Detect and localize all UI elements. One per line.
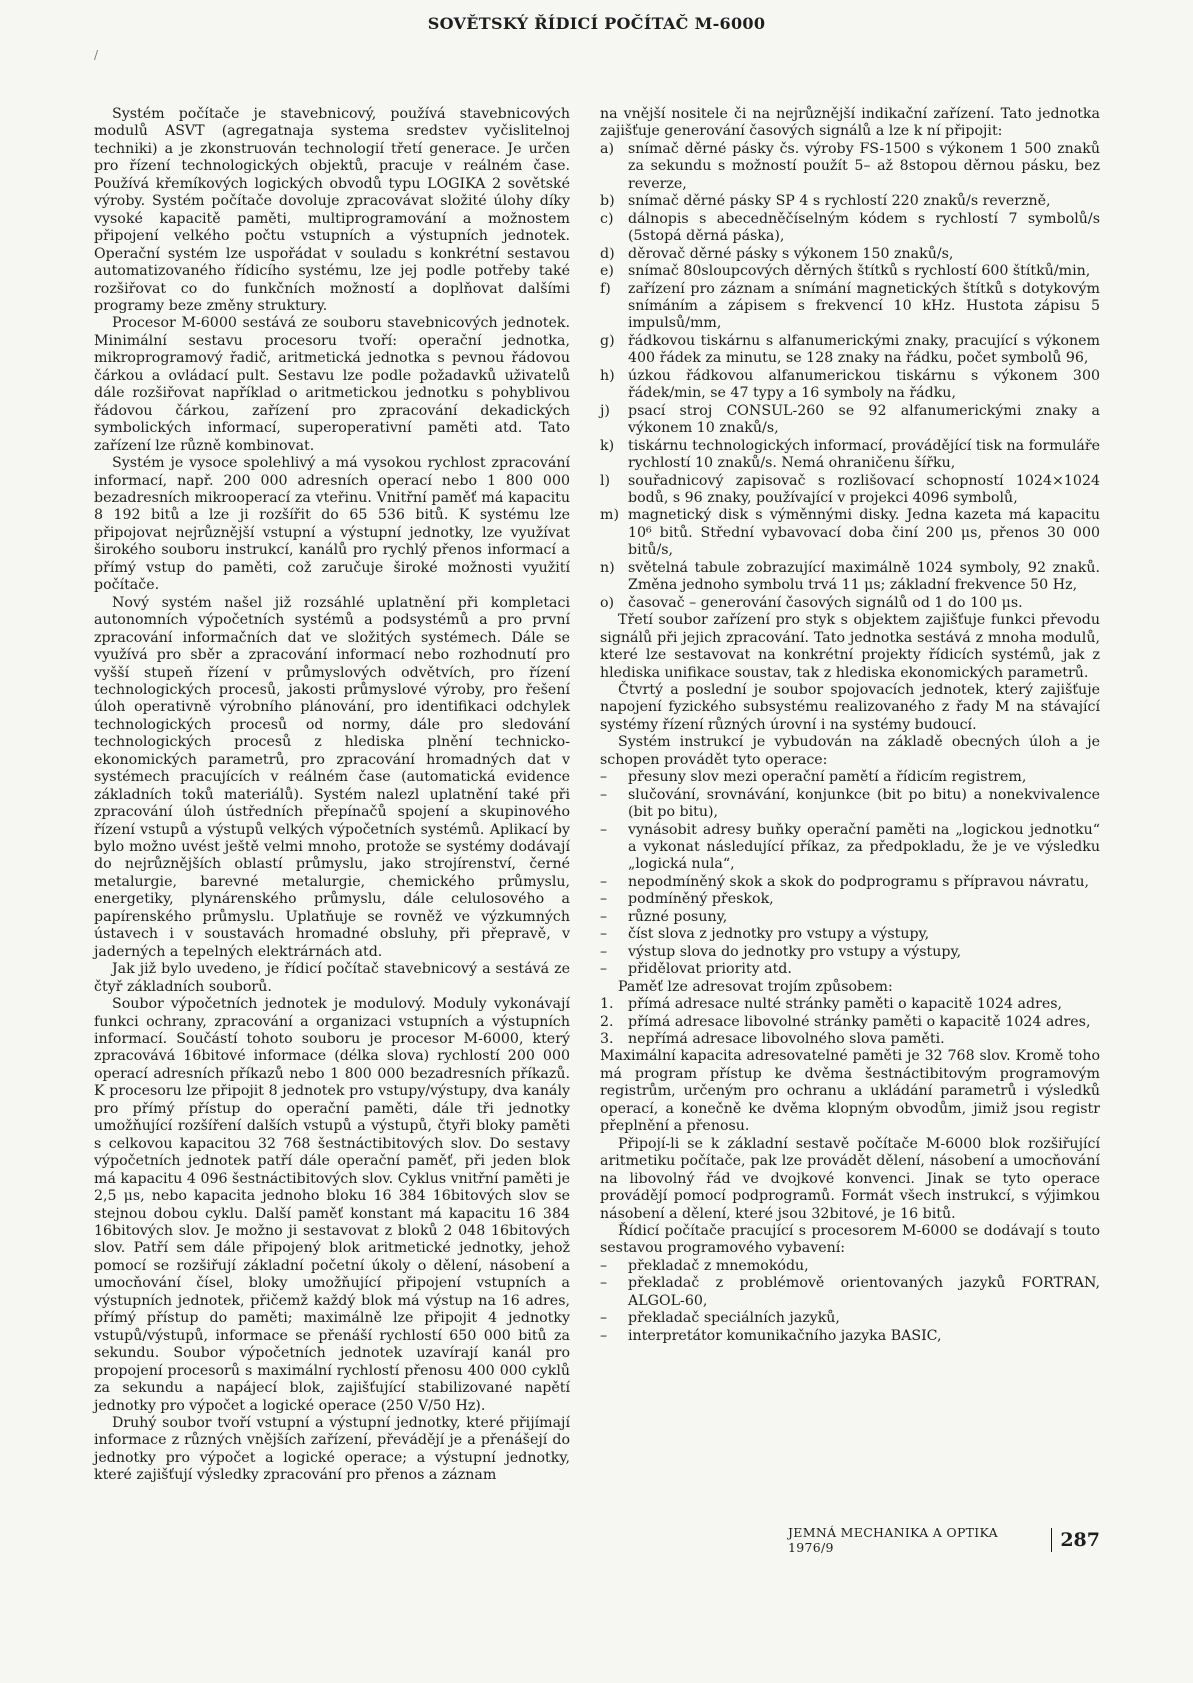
list-item: f) zařízení pro záznam a snímání magnetických štítků s dotykovým snímáním a zápisem s frekvencí 10 kHz. Hustota zápisu 5 impulsů/mm,: [600, 280, 1100, 332]
paragraph: Maximální kapacita adresovatelné paměti je 32 768 slov. Kromě toho má program přístup ke dvěma šestnáctibitovým programovým registrům, určeným pro ochranu a ukládání parametrů i výsledků operací, a konečně ke dvěma klopným obvodům, jimiž jsou registr přeplnění a přenosu.: [600, 1048, 1100, 1135]
list-item: – výstup slova do jednotky pro vstupy a výstupy,: [600, 943, 962, 960]
paragraph: Druhý soubor tvoří vstupní a výstupní jednotky, které přijímají informace z různých vnějších zařízení, převádějí je a přenášejí do jednotky pro výpočet a logické operace; a výstupní jednotky, které zajišťují výsledky zpracování pro přenos a záznam: [94, 1414, 570, 1484]
paragraph: Systém počítače je stavebnicový, používá stavebnicových modulů ASVT (agregatnaja systema sredstev vyčislitelnoj techniki) a je zkonstruován technologií třetí generace. Je určen pro řízení technologických objektů, pracuje v reálném čase. Používá křemíkových logických obvodů typu LOGIKA 2 sovětské výroby. Systém počítače dovoluje zpracovávat složité úlohy díky vysoké kapacitě paměti, multiprogramování a možnostem připojení velkého počtu vstupních a výstupních jednotek. Operační systém lze uspořádat v souladu s konkrétní sestavou automatizovaného řídicího systému, lze jej podle potřeby také rozšiřovat co do funkčních možností a doplňovat dalšími programy beze změny struktury.: [94, 106, 570, 314]
list-item: – přesuny slov mezi operační pamětí a řídicím registrem,: [600, 769, 1027, 786]
paragraph: Nový systém našel již rozsáhlé uplatnění při kompletaci autonomních výpočetních systémů a podsystémů a pro první zpracování informačních dat ve složitých systémech. Dále se využívá pro sběr a zpracování informací nebo rozhodnutí pro vyšší stupeň řízení v průmyslových odvětvích, pro řízení technologických procesů, jakosti průmyslové výroby, pro řešení úloh operativně výrobního plánování, pro identifikaci odchylek technologických procesů od normy, dále pro sledování technologických procesů z hlediska plnění technicko-ekonomických parametrů, pro zpracování hromadných dat v systémech pracujících v reálném čase (automatická evidence základních toků materiálů). Systém nalezl uplatnění také při zpracování úloh ústředních přepínačů spojení a skupinového řízení vstupů a výstupů velkých výpočetních systémů. Aplikací by bylo možno uvést ještě velmi mnoho, protože se systémy dodávají do nejrůznějších oblastí průmyslu, jako strojírenství, černé metalurgie, barevné metalurgie, chemického průmyslu, energetiky, plynárenského průmyslu, dále celulosového a papírenského průmyslu. Uplatňuje se rovněž ve výzkumných ústavech i v soustavách hromadné obsluhy, při přepravě, v jaderných a tepelných elektrárnách atd.: [94, 594, 570, 960]
paragraph: na vnější nositele či na nejrůznější indikační zařízení. Tato jednotka zajišťuje generování časových signálů a lze k ní připojit:: [600, 106, 1100, 140]
list-item: o) časovač – generování časových signálů od 1 do 100 μs.: [600, 594, 1023, 611]
footer-divider: [1051, 1528, 1052, 1552]
software-list: [600, 1258, 1100, 1345]
list-item: 1. přímá adresace nulté stránky paměti o kapacitě 1024 adres,: [600, 996, 1063, 1013]
list-item: a) snímač děrné pásky čs. výroby FS-1500 s výkonem 1 500 znaků za sekundu s možností použít 5– až 8stopou děrnou pásku, bez reverze,: [600, 140, 1100, 192]
paragraph: Čtvrtý a poslední je soubor spojovacích jednotek, který zajišťuje napojení fyzického subsystému realizovaného z řady M na stávající systémy řízení různých úrovní i na systémy budoucí.: [600, 681, 1100, 733]
list-item: – interpretátor komunikačního jazyka BASIC,: [600, 1327, 942, 1344]
paragraph: Paměť lze adresovat trojím způsobem:: [618, 978, 893, 995]
journal-name: JEMNÁ MECHANIKA A OPTIKA 1976/9: [788, 1525, 998, 1555]
paragraph: Třetí soubor zařízení pro styk s objektem zajišťuje funkci převodu signálů při jejich zpracování. Tato jednotka sestává z mnoha modulů, které lze sestavovat na konkrétní projekty řídicích systémů, jak z hlediska unifikace soustav, tak z hlediska ekonomických parametrů.: [600, 612, 1100, 681]
list-item: – překladač z problémově orientovaných jazyků FORTRAN, ALGOL-60,: [600, 1275, 1100, 1309]
paragraph: Soubor výpočetních jednotek je modulový. Moduly vykonávají funkci ochrany, zpracování a organizaci vstupních a výstupních informací. Součástí tohoto souboru je procesor M-6000, který zpracovává 16bitové informace (délka slova) rychlostí 200 000 operací adresních příkazů nebo 1 800 000 bezadresních příkazů. K procesoru lze připojit 8 jednotek pro vstupy/výstupy, dva kanály pro přímý přístup do operační paměti, dále tři jednotky umožňující rozšíření dalších vstupů a výstupů, čtyři bloky paměti s celkovou kapacitou 32 768 šestnáctibitových slov. Do sestavy výpočetních jednotek patří dále operační paměť, při jeden blok má kapacitu 4 096 šestnáctibitových slov. Cyklus vnitřní paměti je 2,5 μs, nebo kapacita jednoho bloku 16 384 16bitových slov se stejnou dobou cyklu. Další paměť konstant má kapacitu 16 384 16bitových slov. Je možno ji sestavovat z bloků 2 048 16bitových slov. Patří sem dále připojený blok aritmetické jednotky, jehož pomocí se rozšiřují základní početní úkoly o dělení, násobení a umocňování čísel, bloky umožňující připojení vstupních a výstupních jednotek, přičemž každý blok má výstup na 16 adres, přímý přístup do paměti; maximálně lze připojit 4 jednotky vstupů/výstupů, informace se přenáší rychlostí 650 000 bitů za sekundu. Soubor výpočetních jednotek uzavírají kanál pro propojení procesorů s maximální rychlostí přenosu 400 000 cyklů za sekundu a napájecí blok, zajišťující stabilizované napětí jednotky pro výpočet a logické operace (250 V/50 Hz).: [94, 996, 570, 1414]
list-item: 2. přímá adresace libovolné stránky paměti o kapacitě 1024 adres,: [600, 1013, 1091, 1030]
list-item: m) magnetický disk s výměnnými disky. Jedna kazeta má kapacitu 10⁶ bitů. Střední vybavovací doba činí 200 μs, přenos 30 000 bitů/s,: [600, 507, 1100, 559]
list-item: k) tiskárnu technologických informací, provádějící tisk na formuláře rychlostí 10 znaků/s. Nemá ohraničenu šířku,: [600, 437, 1100, 472]
page-footer: [788, 1525, 1100, 1555]
paragraph: Systém instrukcí je vybudován na základě obecných úloh a je schopen provádět tyto operace:: [600, 734, 1100, 768]
left-column: [94, 106, 570, 1485]
list-item: – podmíněný přeskok,: [600, 891, 774, 908]
list-item: – slučování, srovnávání, konjunkce (bit po bitu) a nonekvivalence (bit po bitu),: [600, 786, 1100, 821]
list-item: g) řádkovou tiskárnu s alfanumerickými znaky, pracující s výkonem 400 řádek za minutu, se 128 znaky na řádku, počet symbolů 96,: [600, 332, 1100, 367]
paragraph: Systém je vysoce spolehlivý a má vysokou rychlost zpracování informací, např. 200 000 adresních operací nebo 1 800 000 bezadresních mikrooperací za vteřinu. Vnitřní paměť má kapacitu 8 192 bitů a lze ji rozšířit do 65 536 bitů. K systému lze připojovat nejrůznější vstupní a výstupní jednotky, lze využívat širokého souboru instrukcí, kanálů pro rychlý přenos informací a přímý vstup do paměti, což zaručuje široké možnosti využití počítače.: [94, 455, 570, 594]
list-item: b) snímač děrné pásky SP 4 s rychlostí 220 znaků/s reverzně,: [600, 193, 1051, 210]
paragraph: Řídicí počítače pracující s procesorem M-6000 se dodávají s touto sestavou programového vybavení:: [600, 1223, 1100, 1257]
list-item: e) snímač 80sloupcových děrných štítků s rychlostí 600 štítků/min,: [600, 263, 1091, 280]
list-item: d) děrovač děrné pásky s výkonem 150 znaků/s,: [600, 245, 954, 262]
page-title: SOVĚTSKÝ ŘÍDICÍ POČÍTAČ M-6000: [427, 14, 766, 33]
list-item: h) úzkou řádkovou alfanumerickou tiskárnu s výkonem 300 řádek/min, se 47 typy a 16 symboly na řádku,: [600, 367, 1100, 402]
list-item: – přidělovat priority atd.: [600, 961, 792, 978]
right-column: [600, 106, 1100, 1345]
list-item: l) souřadnicový zapisovač s rozlišovací schopností 1024×1024 bodů, s 96 znaky, používající v projekci 4096 symbolů,: [600, 472, 1100, 506]
list-item: – překladač z mnemokódu,: [600, 1257, 809, 1274]
list-item: n) světelná tabule zobrazující maximálně 1024 symboly, 92 znaků. Změna jednoho symbolu trvá 11 μs; základní frekvence 50 Hz,: [600, 559, 1100, 594]
device-list: [600, 141, 1100, 612]
list-item: – číst slova z jednotky pro vstupy a výstupy,: [600, 926, 930, 943]
list-item: j) psací stroj CONSUL-260 se 92 alfanumerickými znaky a výkonem 10 znaků/s,: [600, 402, 1100, 437]
list-item: – překladač speciálních jazyků,: [600, 1310, 840, 1327]
list-item: – různé posuny,: [600, 908, 728, 925]
list-item: 3. nepřímá adresace libovolného slova paměti.: [600, 1031, 945, 1048]
list-item: – vynásobit adresy buňky operační paměti na „logickou jednotku“ a vykonat následující příkaz, za předpokladu, že je ve výsledku „logická nula“,: [600, 821, 1100, 873]
paragraph: Procesor M-6000 sestává ze souboru stavebnicových jednotek. Minimální sestavu procesoru tvoří: operační jednotka, mikroprogramový řadič, aritmetická jednotka s pevnou řádovou čárkou a ovládací pult. Sestavu lze podle požadavků uživatelů dále rozšiřovat například o aritmetickou jednotku s pohyblivou řádovou čárkou, zařízení pro zpracování dekadických symbolických informací, superoperativní paměti atd. Tato zařízení lze různě kombinovat.: [94, 315, 570, 454]
paragraph: Jak již bylo uvedeno, je řídicí počítač stavebnicový a sestává ze čtyř základních souborů.: [94, 961, 570, 995]
list-item: – nepodmíněný skok a skok do podprogramu s přípravou návratu,: [600, 873, 1090, 890]
page-number: 287: [1060, 1529, 1100, 1551]
operations-list: [600, 769, 1100, 978]
list-item: c) dálnopis s abecedněčíselným kódem s rychlostí 7 symbolů/s (5stopá děrná páska),: [600, 210, 1100, 245]
margin-mark: /: [94, 48, 99, 62]
paragraph: Připojí-li se k základní sestavě počítače M-6000 blok rozšiřující aritmetiku počítače, pak lze provádět dělení, násobení a umocňování na libovolný řád ve dvojkové konvenci. Jinak se tyto operace provádějí pomocí podprogramů. Formát všech instrukcí, s výjimkou násobení a dělení, které jsou 32bitové, je 16 bitů.: [600, 1135, 1100, 1222]
addressing-list: [600, 996, 1100, 1048]
